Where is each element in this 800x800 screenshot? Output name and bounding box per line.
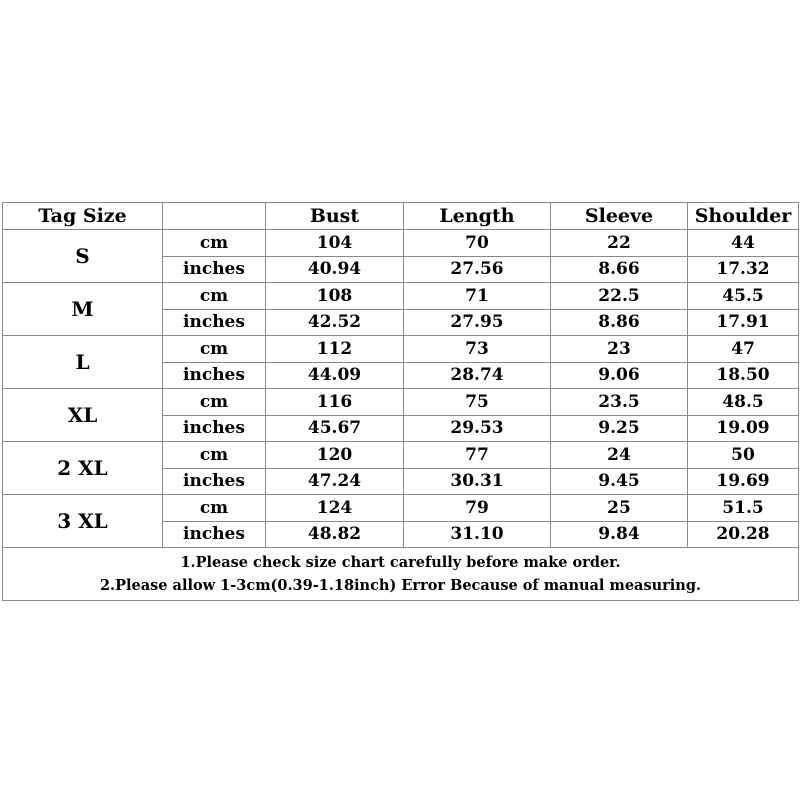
table-row [3, 389, 799, 416]
length-cell: 75 [404, 389, 551, 416]
size-table-body [3, 230, 799, 548]
sleeve-cell: 23 [551, 336, 688, 363]
shoulder-cell: 51.5 [688, 495, 799, 522]
bust-cell: 45.67 [266, 415, 404, 442]
unit-cell: inches [163, 309, 266, 336]
sleeve-cell: 24 [551, 442, 688, 469]
length-cell: 30.31 [404, 468, 551, 495]
shoulder-cell: 18.50 [688, 362, 799, 389]
bust-cell: 120 [266, 442, 404, 469]
unit-cell: inches [163, 256, 266, 283]
shoulder-cell: 47 [688, 336, 799, 363]
shoulder-cell: 19.69 [688, 468, 799, 495]
unit-cell: cm [163, 230, 266, 257]
shoulder-cell: 17.91 [688, 309, 799, 336]
header-bust: Bust [266, 203, 404, 230]
header-row [3, 203, 799, 230]
length-cell: 27.56 [404, 256, 551, 283]
unit-cell: cm [163, 283, 266, 310]
bust-cell: 112 [266, 336, 404, 363]
sleeve-cell: 8.86 [551, 309, 688, 336]
sleeve-cell: 22 [551, 230, 688, 257]
length-cell: 73 [404, 336, 551, 363]
table-row [3, 336, 799, 363]
shoulder-cell: 50 [688, 442, 799, 469]
header-sleeve: Sleeve [551, 203, 688, 230]
note-line-1: 1.Please check size chart carefully before make order. [180, 554, 621, 571]
notes-cell [3, 548, 799, 601]
length-cell: 31.10 [404, 521, 551, 548]
bust-cell: 42.52 [266, 309, 404, 336]
shoulder-cell: 20.28 [688, 521, 799, 548]
tag-size-cell: XL [3, 389, 163, 442]
length-cell: 77 [404, 442, 551, 469]
tag-size-cell: S [3, 230, 163, 283]
unit-cell: inches [163, 468, 266, 495]
table-row [3, 495, 799, 522]
bust-cell: 124 [266, 495, 404, 522]
unit-cell: inches [163, 415, 266, 442]
tag-size-cell: 2 XL [3, 442, 163, 495]
shoulder-cell: 19.09 [688, 415, 799, 442]
unit-cell: cm [163, 442, 266, 469]
sleeve-cell: 9.45 [551, 468, 688, 495]
header-tag-size: Tag Size [3, 203, 163, 230]
shoulder-cell: 48.5 [688, 389, 799, 416]
length-cell: 27.95 [404, 309, 551, 336]
sleeve-cell: 25 [551, 495, 688, 522]
bust-cell: 48.82 [266, 521, 404, 548]
length-cell: 79 [404, 495, 551, 522]
table-row [3, 230, 799, 257]
tag-size-cell: L [3, 336, 163, 389]
sleeve-cell: 8.66 [551, 256, 688, 283]
shoulder-cell: 17.32 [688, 256, 799, 283]
length-cell: 70 [404, 230, 551, 257]
bust-cell: 47.24 [266, 468, 404, 495]
size-chart-table [2, 202, 799, 601]
length-cell: 28.74 [404, 362, 551, 389]
length-cell: 71 [404, 283, 551, 310]
unit-cell: inches [163, 521, 266, 548]
sleeve-cell: 9.25 [551, 415, 688, 442]
unit-cell: cm [163, 495, 266, 522]
bust-cell: 104 [266, 230, 404, 257]
bust-cell: 108 [266, 283, 404, 310]
table-row [3, 442, 799, 469]
header-shoulder: Shoulder [688, 203, 799, 230]
shoulder-cell: 45.5 [688, 283, 799, 310]
unit-cell: cm [163, 336, 266, 363]
unit-cell: inches [163, 362, 266, 389]
sleeve-cell: 9.84 [551, 521, 688, 548]
unit-cell: cm [163, 389, 266, 416]
header-length: Length [404, 203, 551, 230]
shoulder-cell: 44 [688, 230, 799, 257]
note-line-2: 2.Please allow 1-3cm(0.39-1.18inch) Error Because of manual measuring. [99, 577, 702, 594]
notes-row [3, 548, 799, 601]
header-unit [163, 203, 266, 230]
sleeve-cell: 9.06 [551, 362, 688, 389]
bust-cell: 116 [266, 389, 404, 416]
bust-cell: 40.94 [266, 256, 404, 283]
table-row [3, 283, 799, 310]
sleeve-cell: 22.5 [551, 283, 688, 310]
bust-cell: 44.09 [266, 362, 404, 389]
tag-size-cell: 3 XL [3, 495, 163, 548]
tag-size-cell: M [3, 283, 163, 336]
sleeve-cell: 23.5 [551, 389, 688, 416]
length-cell: 29.53 [404, 415, 551, 442]
